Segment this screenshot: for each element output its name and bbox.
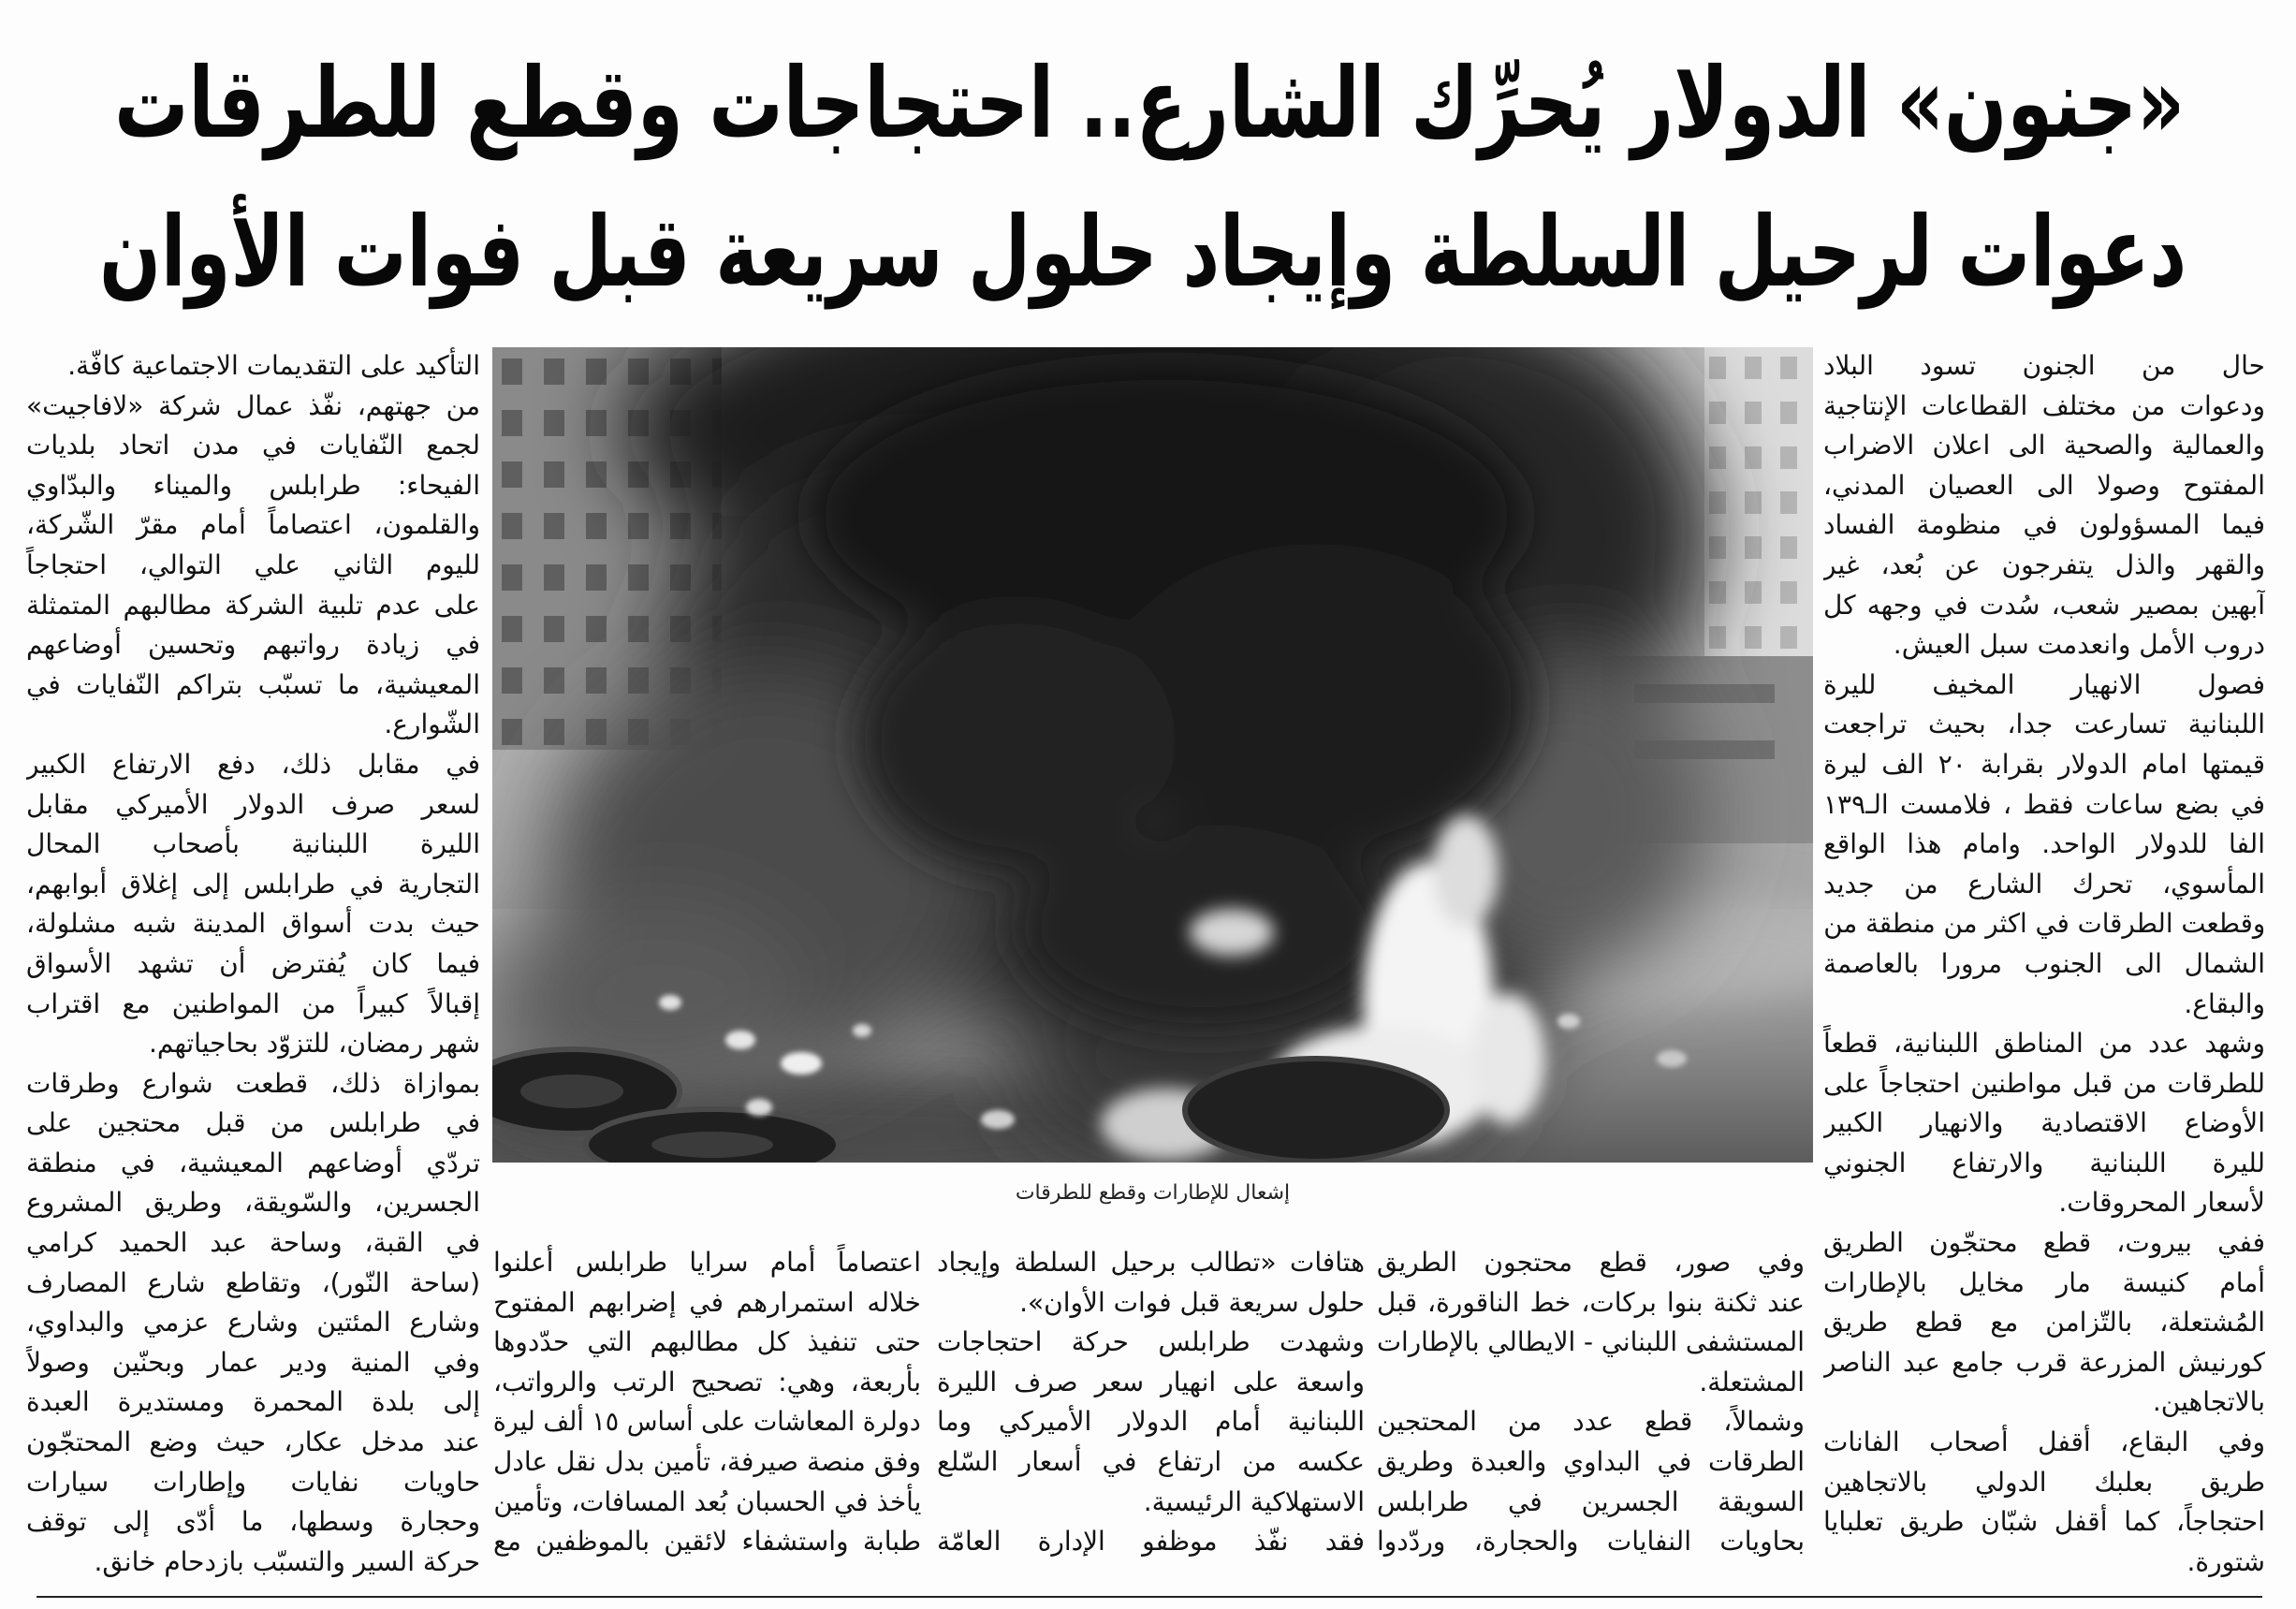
text-line-content: فقد نفّذ موظفو الإدارة العامّة <box>937 1526 1365 1558</box>
text-line-content: حلول سريعة قبل فوات الأوان». <box>1019 1286 1365 1318</box>
text-line <box>1823 1144 2265 1184</box>
text-line <box>1823 586 2265 626</box>
text-line <box>1823 625 2265 666</box>
text-line <box>1823 346 2265 387</box>
paragraph <box>26 346 480 387</box>
text-line <box>26 625 480 666</box>
text-line <box>1823 466 2265 506</box>
bottom-rule <box>37 1596 2262 1598</box>
text-line-content: المستشفى اللبناني - الايطالي بالإطارات <box>1377 1326 1805 1358</box>
paragraph <box>26 1064 480 1583</box>
text-line-content: آبهين بمصير شعب، سُدت في وجهه كل <box>1823 589 2265 621</box>
text-line-content: عند ثكنة بنوا بركات، خط الناقورة، قبل <box>1377 1286 1805 1318</box>
text-line <box>26 1024 480 1064</box>
text-line <box>1823 387 2265 427</box>
text-line <box>1823 1423 2265 1463</box>
text-line-content: في زيادة رواتبهم وتحسين أوضاعهم <box>26 629 480 661</box>
article-column-3 <box>937 1243 1365 1562</box>
text-line-content: وفي صور، قطع محتجون الطريق <box>1377 1247 1805 1278</box>
text-line <box>1823 505 2265 546</box>
text-line <box>1823 1104 2265 1144</box>
article-column-2 <box>1377 1243 1805 1562</box>
text-line-content: وقطعت الطرقات في اكثر من منطقة من <box>1823 908 2265 940</box>
text-line-content: والعمالية والصحية الى اعلان الاضراب <box>1823 430 2265 461</box>
text-line <box>1377 1283 1805 1324</box>
text-line <box>1823 1303 2265 1343</box>
text-line-content: الأوضاع الاقتصادية والانهيار الكبير <box>1823 1107 2265 1139</box>
subheadline-text: دعوات لرحيل السلطة وإيجاد حلول سريعة قبل فوات الأوان <box>99 195 2186 309</box>
text-line-content: حيث بدت أسواق المدينة شبه مشلولة، <box>26 908 480 940</box>
text-line <box>26 346 480 387</box>
text-line <box>1823 666 2265 706</box>
text-line-content: الجسرين، والسّويقة، وطريق المشروع <box>26 1187 480 1219</box>
text-line <box>1823 785 2265 826</box>
text-line-content: والقهر والذل يتفرجون عن بُعد، غير <box>1823 549 2265 580</box>
text-line-content: أمام كنيسة مار مخايل بالإطارات <box>1823 1266 2265 1298</box>
paragraph <box>1377 1402 1805 1561</box>
text-line-content: لأسعار المحروقات. <box>2058 1187 2265 1219</box>
text-line-content: الفا للدولار الواحد. وامام هذا الواقع <box>1823 828 2265 860</box>
text-line <box>26 1382 480 1423</box>
text-line <box>26 705 480 745</box>
text-line <box>26 1223 480 1264</box>
text-line <box>1823 745 2265 785</box>
text-line <box>26 785 480 826</box>
text-line <box>1823 985 2265 1025</box>
text-line <box>937 1442 1365 1483</box>
text-line-content: المفتوح وصولا الى العصيان المدني، <box>1823 469 2265 501</box>
text-line-content: التجارية في طرابلس إلى إغلاق أبوابهم، <box>26 868 480 900</box>
text-line-content: حال من الجنون تسود البلاد <box>1823 350 2265 381</box>
text-line-content: عكسه من ارتفاع في أسعار السّلع <box>937 1445 1365 1477</box>
text-line <box>493 1283 921 1324</box>
paragraph <box>1377 1243 1805 1402</box>
text-line-content: إقبالاً كبيراً من المواطنين مع اقتراب <box>26 987 480 1019</box>
text-line-content: قيمتها امام الدولار بقرابة ٢٠ الف ليرة <box>1823 748 2265 780</box>
paragraph <box>26 745 480 1064</box>
text-line-content: لليرة اللبنانية والارتفاع الجنوني <box>1823 1147 2265 1178</box>
text-line <box>26 1183 480 1223</box>
text-line-content: الليرة اللبنانية بأصحاب المحال <box>26 828 480 860</box>
text-line <box>493 1402 921 1442</box>
text-line-content: احتجاجاً، كما أقفل شبّان طريق تعلبايا <box>1823 1506 2265 1538</box>
text-line-content: طبابة واستشفاء لائقين بالموظفين مع <box>493 1526 921 1558</box>
text-line <box>26 904 480 944</box>
text-line <box>1823 1502 2265 1543</box>
text-line-content: اعتصاماً أمام سرايا طرابلس أعلنوا <box>493 1247 921 1278</box>
text-line <box>1823 1343 2265 1383</box>
text-line <box>937 1323 1365 1363</box>
paragraph <box>493 1243 921 1562</box>
text-line <box>26 1104 480 1144</box>
text-line-content: دروب الأمل وانعدمت سبل العيش. <box>1893 629 2265 661</box>
text-line <box>937 1522 1365 1562</box>
text-line <box>26 505 480 546</box>
text-line-content: والقلمون، اعتصاماً أمام مقرّ الشّركة، <box>26 509 480 541</box>
text-line <box>26 825 480 865</box>
text-line-content: بحاويات النفايات والحجارة، وردّدوا <box>1377 1526 1805 1558</box>
text-line <box>26 1144 480 1184</box>
text-line-content: اللبنانية تسارعت جدا، بحيث تراجعت <box>1823 709 2265 740</box>
text-line-content: هتافات «تطالب برحيل السلطة وإيجاد <box>937 1247 1365 1278</box>
text-line-content: الشمال الى الجنوب مرورا بالعاصمة <box>1823 947 2265 979</box>
text-line <box>1823 1543 2265 1583</box>
text-line <box>493 1243 921 1283</box>
text-line <box>26 985 480 1025</box>
text-line-content: وشارع المئتين وشارع عزمي والبداوي، <box>26 1307 480 1338</box>
text-line <box>1823 825 2265 865</box>
text-line-content: وفي البقاع، أقفل أصحاب الفانات <box>1823 1426 2265 1458</box>
headline-text: «جنون» الدولار يُحرِّك الشارع.. احتجاجات وقطع للطرقات <box>114 46 2185 160</box>
paragraph <box>26 387 480 745</box>
text-line-content: إلى بلدة المحمرة ومستديرة العبدة <box>26 1386 480 1418</box>
paragraph <box>1823 1024 2265 1223</box>
text-line <box>493 1363 921 1403</box>
text-line-content: المُشتعلة، بالتّزامن مع قطع طريق <box>1823 1307 2265 1338</box>
text-line <box>26 387 480 427</box>
text-line <box>1823 904 2265 944</box>
text-line <box>1823 546 2265 586</box>
text-line <box>493 1323 921 1363</box>
text-line <box>937 1243 1365 1283</box>
text-line <box>1377 1442 1805 1483</box>
text-line-content: كورنيش المزرعة قرب جامع عبد الناصر <box>1823 1346 2265 1378</box>
text-line <box>1823 1064 2265 1104</box>
text-line-content: لليوم الثاني علي التوالي، احتجاجاً <box>26 549 480 580</box>
headline-line-2 <box>99 182 2186 322</box>
text-line-content: للطرقات من قبل مواطنين احتجاجاً على <box>1823 1067 2265 1099</box>
text-line <box>493 1483 921 1523</box>
text-line-content: حركة السير والتسبّب بازدحام خانق. <box>94 1545 480 1577</box>
text-line-content: تردّي أوضاعهم المعيشية، في منطقة <box>26 1147 480 1178</box>
paragraph <box>1823 666 2265 1024</box>
text-line-content: وحجارة وسطها، ما أدّى إلى توقف <box>26 1506 480 1538</box>
text-line <box>937 1483 1365 1523</box>
paragraph <box>1823 1223 2265 1423</box>
text-line <box>493 1442 921 1483</box>
text-line <box>1823 1223 2265 1264</box>
text-line <box>1823 426 2265 466</box>
text-line-content: واسعة على انهيار سعر صرف الليرة <box>937 1366 1365 1397</box>
text-line-content: ودعوات من مختلف القطاعات الإنتاجية <box>1823 389 2265 421</box>
text-line-content: (ساحة النّور)، وتقاطع شارع المصارف <box>26 1266 480 1298</box>
news-photo <box>492 347 1813 1163</box>
text-line-content: بالاتجاهين. <box>2152 1386 2265 1418</box>
text-line <box>26 1064 480 1104</box>
text-line <box>26 1303 480 1343</box>
text-line <box>26 426 480 466</box>
text-line-content: بموازاة ذلك، قطعت شوارع وطرقات <box>26 1067 480 1099</box>
text-line-content: ففي بيروت، قطع محتجّون الطريق <box>1823 1227 2265 1259</box>
paragraph <box>1823 346 2265 666</box>
text-line-content: فصول الانهيار المخيف لليرة <box>1823 668 2265 700</box>
text-line <box>1823 1024 2265 1064</box>
text-line <box>937 1402 1365 1442</box>
text-line-content: على عدم تلبية الشركة مطالبهم المتمثلة <box>26 589 480 621</box>
text-line-content: في طرابلس من قبل محتجين على <box>26 1107 480 1139</box>
text-line-content: حاويات نفايات وإطارات سيارات <box>26 1466 480 1498</box>
text-line <box>26 586 480 626</box>
article-column-5 <box>26 346 480 1582</box>
text-line <box>26 1543 480 1583</box>
text-line-content: في القبة، وساحة عبد الحميد كرامي <box>26 1227 480 1259</box>
text-line <box>1823 865 2265 905</box>
photo-caption: إشعال للإطارات وقطع للطرقات <box>1015 1181 1291 1205</box>
text-line <box>1377 1483 1805 1523</box>
text-line <box>1823 1183 2265 1223</box>
headline-line-1 <box>114 33 2185 173</box>
text-line-content: الفيحاء: طرابلس والميناء والبدّاوي <box>26 469 480 501</box>
text-line <box>1377 1402 1805 1442</box>
text-line-content: عند مدخل عكار، حيث وضع المحتجّون <box>26 1426 480 1458</box>
text-line-content: في بضع ساعات فقط ، فلامست الـ١٣٩ <box>1823 788 2265 820</box>
text-line-content: خلاله استمرارهم في إضرابهم المفتوح <box>493 1286 921 1318</box>
text-line-content: فيما كان يُفترض أن تشهد الأسواق <box>26 947 480 979</box>
text-line-content: وشهدت طرابلس حركة احتجاجات <box>937 1326 1365 1358</box>
text-line-content: في مقابل ذلك، دفع الارتفاع الكبير <box>26 748 480 780</box>
text-line-content: لجمع النّفايات في مدن اتحاد بلديات <box>26 430 480 461</box>
text-line-content: وشهد عدد من المناطق اللبنانية، قطعاً <box>1823 1028 2265 1060</box>
text-line-content: لسعر صرف الدولار الأميركي مقابل <box>26 788 480 820</box>
paragraph <box>1823 1423 2265 1582</box>
text-line <box>26 666 480 706</box>
text-line-content: الاستهلاكية الرئيسية. <box>1143 1485 1365 1517</box>
text-line-content: المأسوي، تحرك الشارع من جديد <box>1823 868 2265 900</box>
text-line-content: من جهتهم، نفّذ عمال شركة «لافاجيت» <box>26 389 480 421</box>
text-line <box>1377 1522 1805 1562</box>
text-line <box>1377 1363 1805 1403</box>
text-line-content: فيما المسؤولون في منظومة الفساد <box>1823 509 2265 541</box>
text-line-content: والبقاع. <box>2184 987 2265 1019</box>
text-line <box>1377 1323 1805 1363</box>
text-line <box>1823 1382 2265 1423</box>
text-line <box>26 944 480 985</box>
text-line-content: دولرة المعاشات على أساس ١٥ ألف ليرة <box>493 1406 921 1438</box>
text-line-content: التأكيد على التقديمات الاجتماعية كافّة. <box>67 350 480 381</box>
article-column-1 <box>1823 346 2265 1582</box>
text-line <box>1823 1264 2265 1304</box>
text-line <box>26 1264 480 1304</box>
text-line <box>493 1522 921 1562</box>
text-line <box>26 546 480 586</box>
text-line-content: المشتعلة. <box>1699 1366 1805 1397</box>
text-line-content: وشمالاً، قطع عدد من المحتجين <box>1377 1406 1805 1438</box>
text-line <box>26 1423 480 1463</box>
text-line-content: المعيشية، ما تسبّب بتراكم النّفايات في <box>26 668 480 700</box>
text-line-content: وفق منصة صيرفة، تأمين بدل نقل عادل <box>493 1445 921 1477</box>
text-line <box>937 1363 1365 1403</box>
text-line <box>26 865 480 905</box>
text-line <box>26 1502 480 1543</box>
text-line <box>26 1343 480 1383</box>
text-line-content: السويقة الجسرين في طرابلس <box>1377 1485 1805 1517</box>
text-line-content: شهر رمضان، للتزوّد بحاجياتهم. <box>148 1028 480 1060</box>
article-column-4 <box>493 1243 921 1562</box>
text-line <box>1823 944 2265 985</box>
text-line-content: يأخذ في الحسبان بُعد المسافات، وتأمين <box>493 1485 921 1517</box>
text-line-content: الطرقات في البداوي والعبدة وطريق <box>1377 1445 1805 1477</box>
text-line <box>26 1463 480 1503</box>
paragraph <box>937 1243 1365 1323</box>
paragraph <box>937 1522 1365 1562</box>
text-line-content: وفي المنية ودير عمار وبحنّين وصولاً <box>26 1346 480 1378</box>
text-line-content: شتورة. <box>2186 1545 2265 1577</box>
text-line-content: بأربعة، وهي: تصحيح الرتب والرواتب، <box>493 1366 921 1397</box>
text-line-content: الشّوارع. <box>384 709 480 740</box>
text-line-content: اللبنانية أمام الدولار الأميركي وما <box>937 1406 1365 1438</box>
text-line <box>26 466 480 506</box>
text-line <box>1823 705 2265 745</box>
text-line <box>1823 1463 2265 1503</box>
text-line <box>937 1283 1365 1324</box>
paragraph <box>937 1323 1365 1522</box>
text-line-content: طريق بعلبك الدولي بالاتجاهين <box>1823 1466 2265 1498</box>
text-line <box>26 745 480 785</box>
text-line <box>1377 1243 1805 1283</box>
text-line-content: حتى تنفيذ كل مطالبهم التي حدّدوها <box>493 1326 921 1358</box>
